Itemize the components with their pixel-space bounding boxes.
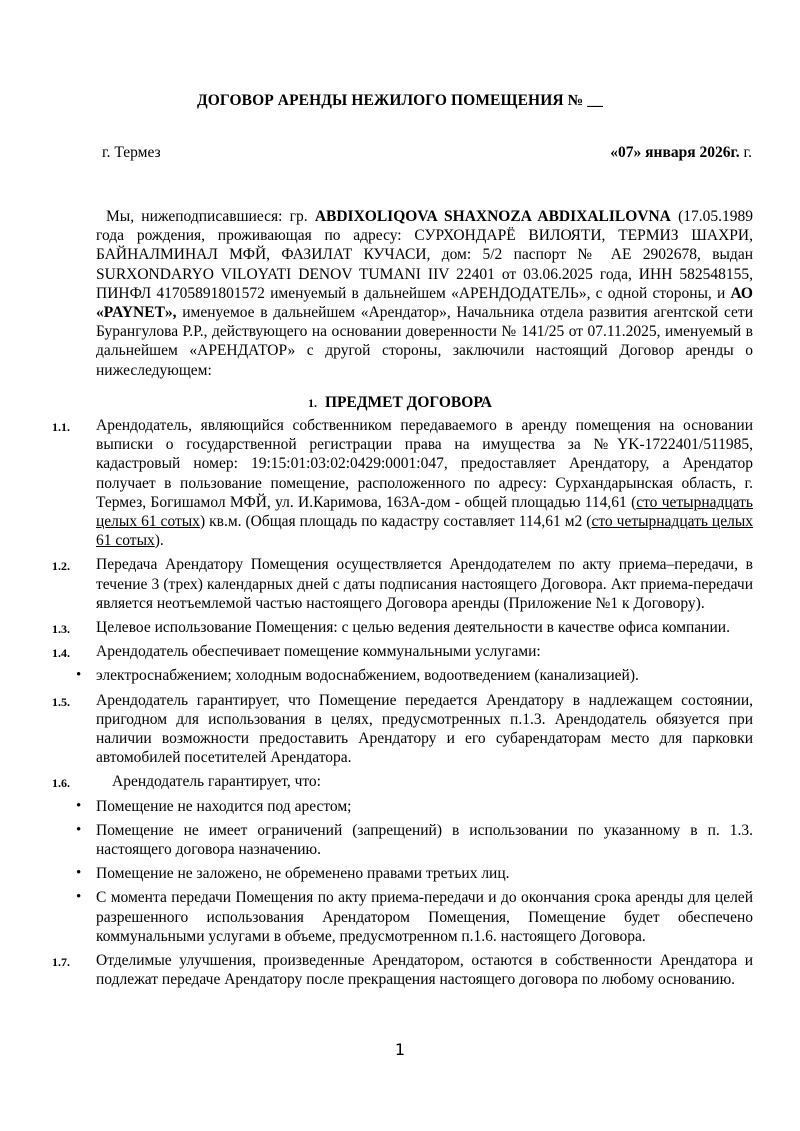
- clause-1-5: [0, 691, 753, 768]
- contract-date-tail: г.: [739, 144, 752, 161]
- intro-text-2: (17.05.1989 года рождения, проживающая по адресу: СУРХОНДАРЁ ВИЛОЯТИ, ТЕРМИЗ ШАХРИ, БАЙНАЛМИНАЛ МФЙ, ФАЗИЛАТ КУЧАСИ, дом: 5/2 паспорт № АЕ 2902678, выдан SURXONDARYO VILOYATI DENOV TUMANI IIV 22401 от 03.06.2025 года, ИНН 582548155, ПИНФЛ 41705891801572 именуемый в дальнейшем «АРЕНДОДАТЕЛЬ», с одной стороны, и: [96, 208, 753, 302]
- contract-date: [610, 144, 752, 162]
- intro-paragraph: [96, 207, 753, 380]
- document-title: ДОГОВОР АРЕНДЫ НЕЖИЛОГО ПОМЕЩЕНИЯ № __: [197, 92, 603, 109]
- clause-1-3: [0, 618, 753, 637]
- contract-city: г. Термез: [102, 144, 161, 161]
- tenant-company: АО «PAYNET»,: [96, 284, 753, 322]
- bullet-utilities: [0, 666, 753, 685]
- section-title: ПРЕДМЕТ ДОГОВОРА: [324, 394, 493, 411]
- contract-date-bold: «07» января 2026г.: [610, 144, 740, 161]
- bullet-text: Помещение не находится под арестом;: [96, 797, 352, 815]
- clause-text: Арендодатель гарантирует, что Помещение передается Арендатору в надлежащем состоянии, пригодном для использования в целях, предусмотренных п.1.3. Арендодатель обязуется при наличии возможности предоставить Арендатору и его субарендаторам место для парковки автомобилей посетителей Арендатора.: [96, 691, 753, 767]
- clause-number: 1.4.: [52, 646, 70, 661]
- landlord-name: ABDIXOLIQOVA SHAXNOZA ABDIXALILOVNA: [314, 208, 671, 225]
- intro-text-1: Мы, нижеподписавшиеся: гр.: [106, 208, 315, 225]
- bullet-no-arrest: [0, 797, 753, 816]
- bullet-dot: •: [76, 821, 82, 838]
- bullet-utilities-provided: [0, 888, 753, 946]
- clause-number: 1.3.: [52, 622, 70, 637]
- bullet-text: Помещение не имеет ограничений (запрещений) в использовании по указанному в п. 1.3. настоящего договора назначению.: [96, 821, 753, 859]
- bullet-no-restrictions: [0, 821, 753, 859]
- clause-text: Передача Арендатору Помещения осуществляется Арендодателем по акту приема–передачи, в течение 3 (трех) календарных дней с даты подписания настоящего Договора. Акт приема-передачи является неотъемлемой частью настоящего Договора аренды (Приложение №1 к Договору).: [96, 556, 753, 612]
- clause-text: Арендодатель, являющийся собственником передаваемого в аренду помещения на основании выписки о государственной регистрации права на имущества за №YK-1722401/511985, кадастровый номер: 19:15:01:03:02:0429:0001:047, предоставляет Арендатору, а Арендатор получает в пользование помещение, расположенного по адресу: Сурхандарынская область, г. Термез, Богишамол МФЙ, ул. И.Каримова, 163А-дом - общей площадью 114,61 (: [96, 417, 753, 511]
- bullet-dot: •: [76, 797, 82, 814]
- bullet-dot: •: [76, 889, 82, 906]
- bullet-dot: •: [76, 667, 82, 684]
- section-number: 1.: [307, 396, 317, 410]
- clause-text: Арендодатель обеспечивает помещение коммунальными услугами:: [96, 643, 541, 661]
- bullet-not-pledged: [0, 864, 753, 883]
- clause-number: 1.5.: [52, 694, 70, 709]
- clause-text: Отделимые улучшения, произведенные Арендатором, остаются в собственности Арендатора и подлежат передаче Арендатору после прекращения настоящего договора по любому основанию.: [96, 952, 753, 989]
- clause-1-2: [0, 555, 753, 613]
- bullet-text: электроснабжением; холодным водоснабжением, водоотведением (канализацией).: [96, 667, 639, 685]
- clause-number: 1.1.: [52, 420, 70, 434]
- bullet-dot: •: [76, 865, 82, 882]
- intro-text-3: именуемое в дальнейшем «Арендатор», Начальника отдела развития агентской сети Бурангулова Р.Р., действующего на основании доверенности № 141/25 от 07.11.2025, именуемый в дальнейшем «АРЕНДАТОР» с другой стороны, заключили настоящий Договор аренды о нижеследующем:: [96, 304, 753, 379]
- clause-1-1: [0, 416, 753, 550]
- clause-1-7: [0, 951, 753, 989]
- bullet-text: С момента передачи Помещения по акту приема-передачи и до окончания срока аренды для целей разрешенного использования Арендатором Помещения, Помещение будет обеспечено коммунальными услугами в объеме, предусмотренном п.1.6. настоящего Договора.: [96, 889, 753, 945]
- clause-1-4: [0, 642, 753, 661]
- clause-text: ).: [154, 532, 164, 550]
- bullet-text: Помещение не заложено, не обременено правами третьих лиц.: [96, 865, 510, 883]
- clause-text: ) кв.м. (Общая площадь по кадастру составляет 114,61 м2 (: [199, 513, 592, 531]
- section-heading: [0, 394, 800, 412]
- page-number: 1: [394, 1040, 406, 1059]
- clause-number: 1.7.: [52, 955, 70, 970]
- clause-number: 1.6.: [52, 776, 70, 791]
- clause-number: 1.2.: [52, 559, 70, 574]
- area-words-1: сто четырнадцать целых 61 сотых: [96, 493, 753, 531]
- clause-text: Целевое использование Помещения: с целью ведения деятельности в качестве офиса компании.: [96, 619, 730, 637]
- area-words-2: сто четырнадцать целых 61 сотых: [96, 513, 754, 550]
- section-body: [0, 416, 800, 994]
- clause-text: Арендодатель гарантирует, что:: [112, 773, 321, 791]
- clause-1-6: [0, 772, 753, 791]
